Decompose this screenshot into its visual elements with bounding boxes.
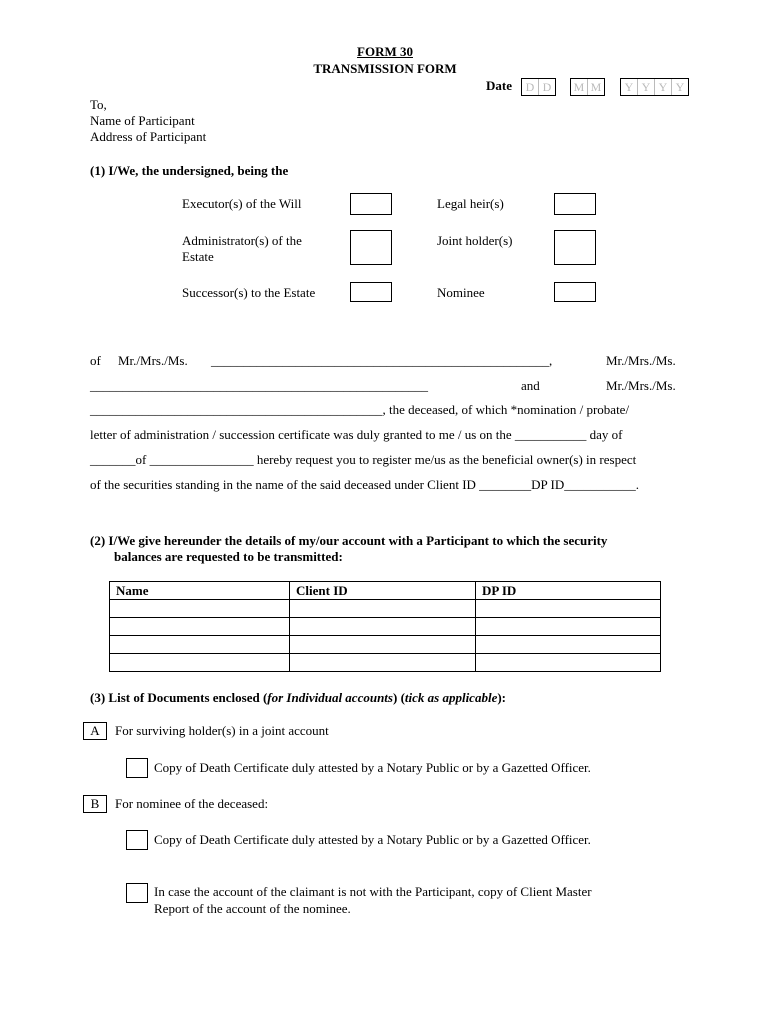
date-month-field[interactable] bbox=[570, 78, 605, 96]
participant-address: Address of Participant bbox=[90, 129, 207, 144]
group-b-item-1: Copy of Death Certificate duly attested by a Notary Public or by a Gazetted Officer. bbox=[154, 832, 591, 847]
mr-mrs-ms-2: Mr./Mrs./Ms. bbox=[606, 353, 676, 368]
option-nominee-label: Nominee bbox=[437, 285, 485, 300]
name-cell[interactable] bbox=[110, 618, 290, 636]
section3-heading-italic-1: for Individual accounts bbox=[267, 690, 393, 705]
client-master-checkbox[interactable] bbox=[126, 883, 148, 903]
column-header-name: Name bbox=[110, 582, 290, 600]
dp-id-cell[interactable] bbox=[476, 636, 661, 654]
name-cell[interactable] bbox=[110, 600, 290, 618]
client-id-cell[interactable] bbox=[290, 600, 476, 618]
option-administrator-label: Administrator(s) of the bbox=[182, 233, 302, 248]
section3-heading-mid: ) ( bbox=[392, 690, 405, 705]
group-a-letter: A bbox=[83, 722, 107, 740]
and-text: and bbox=[521, 378, 540, 393]
month-digit: M bbox=[590, 80, 602, 94]
option-joint-holder-label: Joint holder(s) bbox=[437, 233, 513, 248]
section3-heading bbox=[90, 690, 506, 706]
deceased-name-blank-2[interactable]: ____________________________________________________ bbox=[90, 378, 428, 393]
section3-heading-italic-2: tick as applicable bbox=[404, 690, 498, 705]
column-header-client-id: Client ID bbox=[290, 582, 476, 600]
column-header-dp-id: DP ID bbox=[476, 582, 661, 600]
group-b-label: For nominee of the deceased: bbox=[115, 796, 269, 811]
date-day-field[interactable] bbox=[521, 78, 556, 96]
nominee-checkbox[interactable] bbox=[554, 282, 596, 302]
legal-heir-checkbox[interactable] bbox=[554, 193, 596, 215]
group-a-label: For surviving holder(s) in a joint account bbox=[115, 723, 329, 738]
joint-holder-checkbox[interactable] bbox=[554, 230, 596, 265]
year-digit: Y bbox=[675, 80, 685, 94]
mr-mrs-ms-1: Mr./Mrs./Ms. bbox=[118, 353, 188, 368]
successor-checkbox[interactable] bbox=[350, 282, 392, 302]
group-b-letter: B bbox=[83, 795, 107, 813]
group-b-item-2-line-2: Report of the account of the nominee. bbox=[154, 901, 351, 916]
form-number: FORM 30 bbox=[357, 44, 413, 59]
year-digit: Y bbox=[655, 79, 672, 95]
month-digit: M bbox=[571, 79, 588, 95]
table-row bbox=[110, 636, 661, 654]
dp-id-cell[interactable] bbox=[476, 600, 661, 618]
day-digit: D bbox=[522, 79, 539, 95]
dp-id-cell[interactable] bbox=[476, 618, 661, 636]
deceased-name-blank-1[interactable]: ____________________________________________________, bbox=[211, 353, 553, 368]
participant-name: Name of Participant bbox=[90, 113, 195, 128]
mr-mrs-ms-3: Mr./Mrs./Ms. bbox=[606, 378, 676, 393]
table-row bbox=[110, 618, 661, 636]
section3-heading-suffix: ): bbox=[497, 690, 507, 705]
year-digit: Y bbox=[621, 79, 638, 95]
table-row bbox=[110, 654, 661, 672]
section2-heading: (2) I/We give hereunder the details of my/our account with a Participant to which the security bbox=[90, 533, 608, 548]
name-cell[interactable] bbox=[110, 636, 290, 654]
client-id-cell[interactable] bbox=[290, 636, 476, 654]
dp-id-cell[interactable] bbox=[476, 654, 661, 672]
client-id-cell[interactable] bbox=[290, 618, 476, 636]
section1-heading: (1) I/We, the undersigned, being the bbox=[90, 163, 289, 178]
administrator-checkbox[interactable] bbox=[350, 230, 392, 265]
address-to: To, bbox=[90, 97, 107, 112]
account-details-table bbox=[109, 581, 661, 672]
name-cell[interactable] bbox=[110, 654, 290, 672]
option-legal-heir-label: Legal heir(s) bbox=[437, 196, 504, 211]
date-year-field[interactable] bbox=[620, 78, 689, 96]
table-header-row bbox=[110, 582, 661, 600]
option-executor-label: Executor(s) of the Will bbox=[182, 196, 302, 211]
death-certificate-a-checkbox[interactable] bbox=[126, 758, 148, 778]
form-title: TRANSMISSION FORM bbox=[313, 61, 457, 76]
deceased-line-4: letter of administration / succession certificate was duly granted to me / us on the ___________ day of bbox=[90, 427, 623, 442]
section3-heading-prefix: (3) List of Documents enclosed ( bbox=[90, 690, 268, 705]
deceased-line-6: of the securities standing in the name of the said deceased under Client ID ________DP ID___________. bbox=[90, 477, 640, 492]
of-text: of bbox=[90, 353, 101, 368]
deceased-line-3: _____________________________________________, the deceased, of which *nomination / probate/ bbox=[90, 402, 630, 417]
group-a-item-1: Copy of Death Certificate duly attested by a Notary Public or by a Gazetted Officer. bbox=[154, 760, 591, 775]
option-administrator-label-2: Estate bbox=[182, 249, 214, 264]
table-row bbox=[110, 600, 661, 618]
executor-checkbox[interactable] bbox=[350, 193, 392, 215]
group-b-item-2: In case the account of the claimant is not with the Participant, copy of Client Master bbox=[154, 884, 592, 899]
option-successor-label: Successor(s) to the Estate bbox=[182, 285, 316, 300]
section2-heading-2: balances are requested to be transmitted: bbox=[114, 549, 343, 564]
day-digit: D bbox=[542, 80, 552, 94]
client-id-cell[interactable] bbox=[290, 654, 476, 672]
date-label: Date bbox=[486, 78, 512, 93]
year-digit: Y bbox=[638, 79, 655, 95]
deceased-line-5: _______of ________________ hereby request you to register me/us as the beneficial owner(s) in respect bbox=[90, 452, 637, 467]
death-certificate-b-checkbox[interactable] bbox=[126, 830, 148, 850]
